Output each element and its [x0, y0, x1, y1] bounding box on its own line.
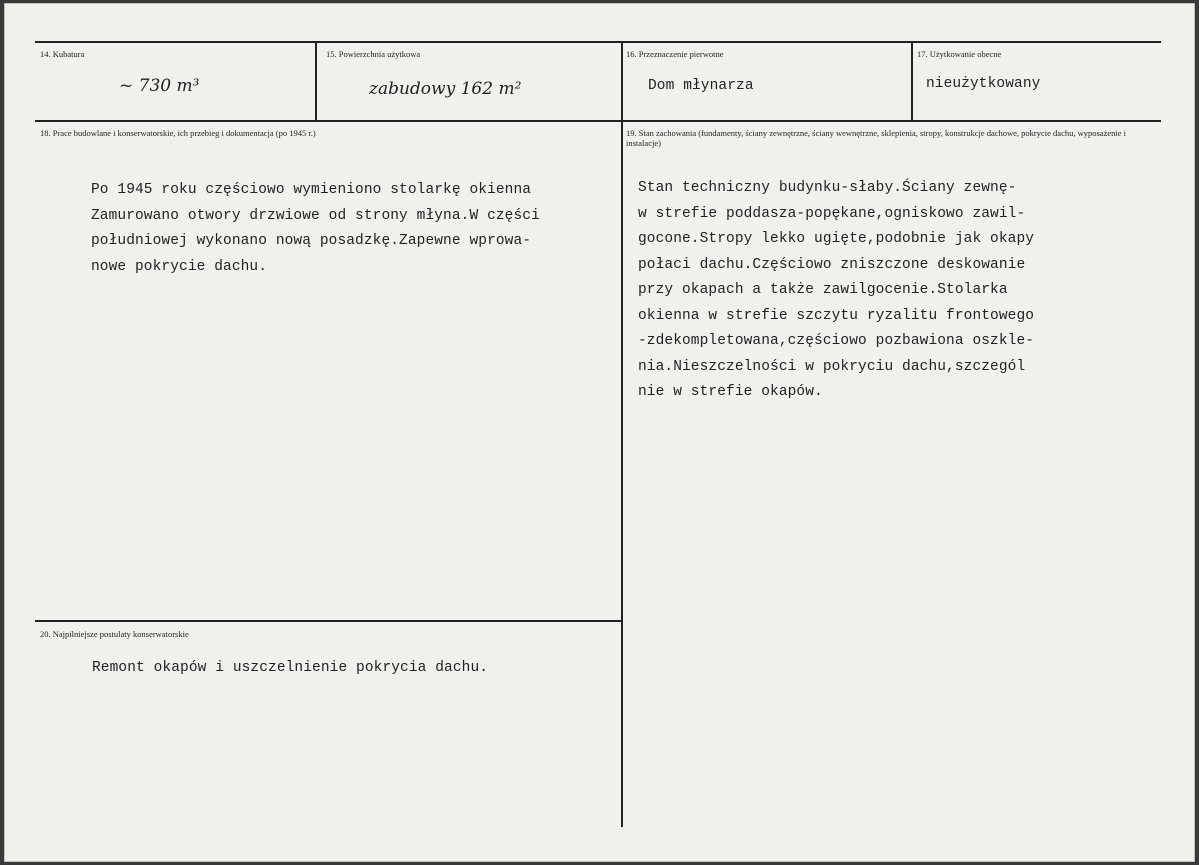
field-14-label: 14. Kubatura	[40, 49, 85, 59]
field-19-line: gocone.Stropy lekko ugięte,podobnie jak okapy	[638, 231, 1035, 247]
divider-16-17	[911, 41, 913, 122]
field-19-line: połaci dachu.Częściowo zniszczone deskowanie	[638, 256, 1026, 273]
field-19-line: nia.Nieszczelności w pokryciu dachu,szczegól	[638, 358, 1026, 375]
field-19-line: przy okapach a także zawilgocenie.Stolarka	[638, 282, 1008, 298]
field-18-line: Zamurowano otwory drzwiowe od strony młyna.W części	[91, 207, 540, 224]
field-20-label: 20. Najpilniejsze postulaty konserwatorskie	[40, 629, 189, 639]
field-20-value: Remont okapów i uszczelnienie pokrycia dachu.	[92, 660, 489, 676]
field-15-label: 15. Powierzchnia użytkowa	[326, 49, 421, 59]
section20-top-rule	[35, 620, 621, 622]
field-18-line: Po 1945 roku częściowo wymieniono stolarkę okienna	[91, 182, 532, 198]
field-17-label: 17. Użytkowanie obecne	[917, 49, 1002, 59]
divider-14-15	[315, 41, 317, 122]
inventory-card	[4, 3, 1195, 862]
header-bottom-rule	[35, 120, 1161, 122]
field-19-line: -zdekompletowana,częściowo pozbawiona oszkle-	[638, 333, 1035, 349]
top-rule	[35, 41, 1161, 43]
field-16-value: Dom młynarza	[648, 78, 754, 94]
field-18-line: południowej wykonano nową posadzkę.Zapewne wprowa-	[91, 233, 532, 249]
field-18-label: 18. Prace budowlane i konserwatorskie, ich przebieg i dokumentacja (po 1945 r.)	[40, 128, 316, 138]
field-19-line: nie w strefie okapów.	[638, 384, 823, 400]
field-16-label: 16. Przeznaczenie pierwotne	[626, 49, 724, 59]
field-19-line: w strefie poddasza-popękane,ogniskowo zawil-	[638, 205, 1026, 222]
field-18-line: nowe pokrycie dachu.	[91, 258, 268, 275]
field-19-line: Stan techniczny budynku-słaby.Ściany zewnę-	[638, 180, 1017, 196]
field-14-value: ~ 730 m³	[119, 76, 200, 96]
field-18-text	[91, 182, 540, 284]
field-17-value: nieużytkowany	[926, 76, 1041, 92]
field-19-line: okienna w strefie szczytu ryzalitu frontowego	[638, 307, 1035, 324]
field-15-value: zabudowy 162 m²	[369, 79, 522, 99]
center-divider	[621, 41, 623, 827]
field-19-label: 19. Stan zachowania (fundamenty, ściany zewnętrzne, ściany wewnętrzne, sklepienia, stropy, konstrukcje dachowe, pokrycie dachu, wyposażenie i instalacje)	[626, 128, 1126, 148]
field-19-text	[638, 180, 1034, 410]
